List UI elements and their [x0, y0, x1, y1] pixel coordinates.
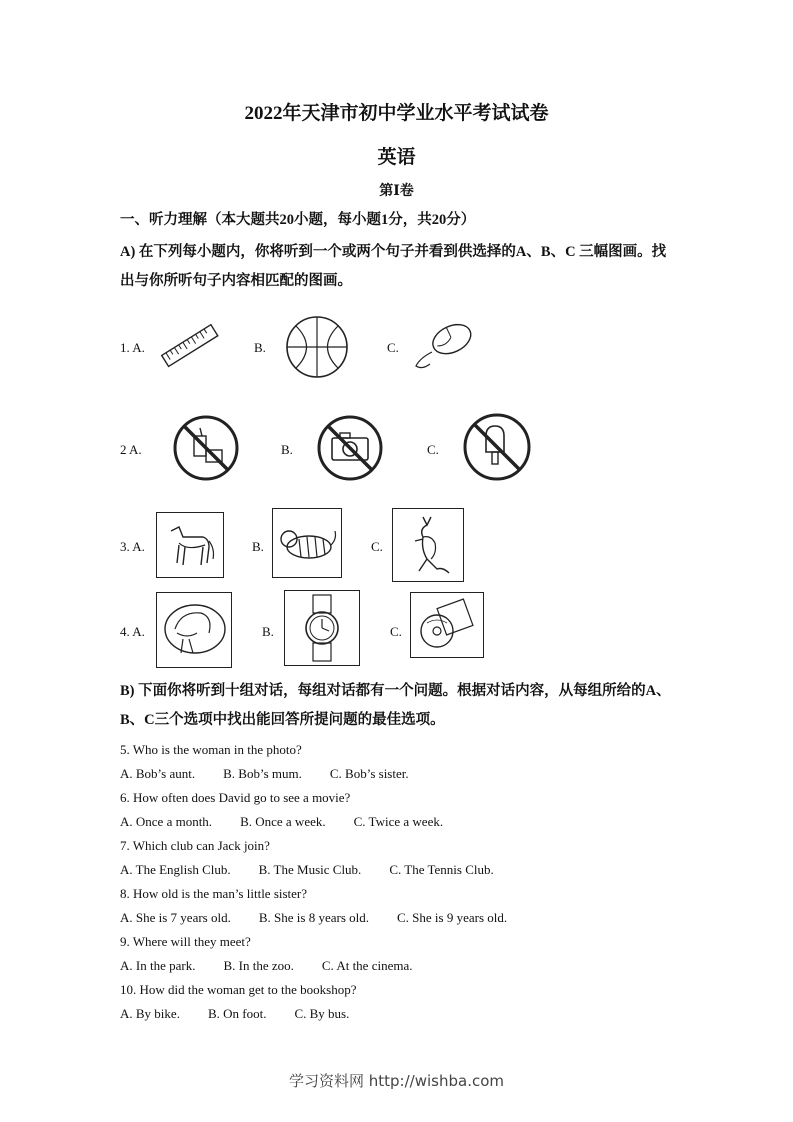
q2-label-a: 2 A.	[120, 442, 142, 457]
part-a-instructions: A) 在下列每小题内，你将听到一个或两个句子并看到供选择的A、B、C 三幅图画。找出与你所听句子内容相匹配的图画。	[120, 244, 667, 289]
question-9-options	[120, 958, 412, 974]
option-c: C. She is 9 years old.	[397, 910, 508, 925]
option-a: A. Once a month.	[120, 814, 213, 829]
option-a: A. The English Club.	[120, 862, 231, 877]
q2-label-b: B.	[281, 442, 293, 457]
option-c: C. The Tennis Club.	[389, 862, 494, 877]
no-camera-icon	[316, 414, 384, 482]
option-a: A. She is 7 years old.	[120, 910, 231, 925]
option-a: A. In the park.	[120, 958, 196, 973]
q3-label-c: C.	[371, 539, 383, 554]
tiger-icon	[272, 508, 342, 578]
option-a: A. Bob’s aunt.	[120, 766, 196, 781]
q1-label-b: B.	[254, 340, 266, 355]
exam-title: 2022年天津市初中学业水平考试试卷	[244, 103, 549, 124]
option-c: C. Twice a week.	[353, 814, 444, 829]
question-7: 7. Which club can Jack join?	[120, 838, 270, 853]
horse-icon	[156, 512, 224, 578]
no-ice-cream-icon	[462, 412, 532, 482]
kangaroo-icon	[392, 508, 464, 582]
question-9: 9. Where will they meet?	[120, 934, 251, 949]
question-6-options	[120, 814, 443, 830]
footer-watermark: 学习资料网 http://wishba.com	[289, 1072, 504, 1090]
option-b: B. Once a week.	[240, 814, 326, 829]
q4-label-a: 4. A.	[120, 624, 145, 639]
q1-label-c: C.	[387, 340, 399, 355]
section-heading: 一、听力理解（本大题共20小题，每小题1分，共20分）	[120, 212, 476, 228]
hat-icon	[156, 592, 232, 668]
q2-label-c: C.	[427, 442, 439, 457]
subject-title: 英语	[377, 147, 416, 168]
question-5-options	[120, 766, 409, 782]
q4-label-c: C.	[390, 624, 402, 639]
option-b: B. The Music Club.	[258, 862, 362, 877]
question-10: 10. How did the woman get to the bookshop?	[120, 982, 357, 997]
question-10-options	[120, 1006, 349, 1022]
basketball-icon	[284, 314, 350, 380]
volume-label: 第Ⅰ卷	[379, 184, 414, 199]
option-b: B. Bob’s mum.	[223, 766, 302, 781]
option-b: B. She is 8 years old.	[258, 910, 369, 925]
option-b: B. On foot.	[207, 1006, 267, 1021]
option-b: B. In the zoo.	[223, 958, 294, 973]
cd-icon	[410, 592, 484, 658]
question-7-options	[120, 862, 494, 878]
option-a: A. By bike.	[120, 1006, 180, 1021]
no-food-drink-icon	[172, 414, 240, 482]
option-c: C. At the cinema.	[321, 958, 413, 973]
question-6: 6. How often does David go to see a movie?	[120, 790, 351, 805]
option-c: C. By bus.	[294, 1006, 350, 1021]
ruler-icon	[158, 320, 222, 372]
question-8-options	[120, 910, 507, 926]
watch-icon	[284, 590, 360, 666]
q3-label-b: B.	[252, 539, 264, 554]
question-5: 5. Who is the woman in the photo?	[120, 742, 302, 757]
q3-label-a: 3. A.	[120, 539, 145, 554]
option-c: C. Bob’s sister.	[329, 766, 409, 781]
q1-label-a: 1. A.	[120, 340, 145, 355]
computer-mouse-icon	[410, 318, 476, 370]
question-8: 8. How old is the man’s little sister?	[120, 886, 308, 901]
part-b-instructions: B) 下面你将听到十组对话，每组对话都有一个问题。根据对话内容，从每组所给的A、B、C三个选项中找出能回答所提问题的最佳选项。	[120, 683, 671, 728]
q4-label-b: B.	[262, 624, 274, 639]
